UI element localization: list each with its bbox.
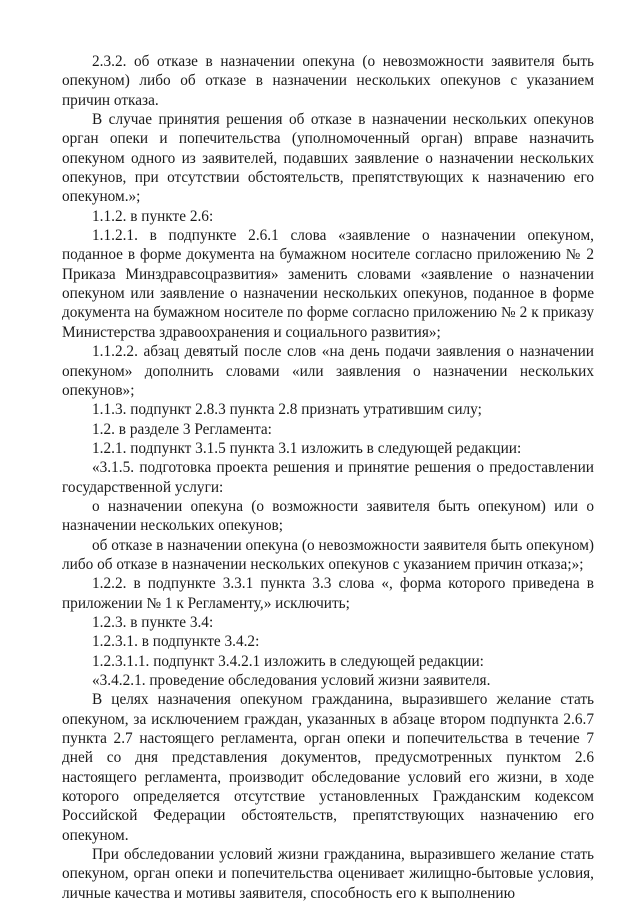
paragraph-refuse-guardian: об отказе в назначении опекуна (о невозможности заявителя быть опекуном) либо об отказе в назначении нескольких опекунов с указанием причин отказа;»;: [62, 536, 594, 573]
paragraph-1-2: 1.2. в разделе 3 Регламента:: [92, 420, 272, 438]
paragraph-2-3-2: 2.3.2. об отказе в назначении опекуна (о невозможности заявителя быть опекуном) либо об отказе в назначении нескольких опекунов с указанием причин отказа.: [62, 53, 594, 109]
paragraph-1-2-3: 1.2.3. в пункте 3.4:: [92, 613, 214, 631]
paragraph-3-4-2-1: «3.4.2.1. проведение обследования условий жизни заявителя.: [92, 672, 491, 689]
paragraph-inspection-purpose: В целях назначения опекуном гражданина, выразившего желание стать опекуном, за исключением граждан, указанных в абзаце втором подпункта 2.6.7 пункта 2.7 настоящего регламента, орган опеки и попечительства в течение 7 дней со дня представления документов, предусмотренных пунктом 2.6 настоящего регламента, производит обследование условий его жизни, в ходе которого определяется отсутствие установленных Гражданским кодексом Российской Федерации обстоятельств, препятствующих назначению его опекуном.: [62, 691, 594, 844]
paragraph-1-1-3: 1.1.3. подпункт 2.8.3 пункта 2.8 признать утратившим силу;: [92, 401, 482, 419]
paragraph-1-2-2: 1.2.2. в подпункте 3.3.1 пункта 3.3 слова «, форма которого приведена в приложении № 1 к Регламенту,» исключить;: [62, 575, 594, 612]
paragraph-1-1-2: 1.1.2. в пункте 2.6:: [92, 207, 214, 225]
paragraph-1-1-2-1: 1.1.2.1. в подпункте 2.6.1 слова «заявление о назначении опекуном, поданное в форме документа на бумажном носителе согласно приложению № 2 Приказа Минздравсоцразвития» заменить словами «заявление о назначении опекуном или заявление о назначении нескольких опекунов, поданное в форме документа на бумажном носителе по форме согласно приложению № 2 к приказу Министерства здравоохранения и социального развития»;: [62, 227, 594, 341]
paragraph-refusal-multiple: В случае принятия решения об отказе в назначении нескольких опекунов орган опеки и попечительства (уполномоченный орган) вправе назначить опекуном одного из заявителей, подавших заявление о назначении нескольких опекунов, при отсутствии обстоятельств, препятствующих к назначению его опекуном.»;: [62, 111, 594, 206]
paragraph-1-1-2-2: 1.1.2.2. абзац девятый после слов «на день подачи заявления о назначении опекуном» дополнить словами «или заявления о назначении нескольких опекунов»;: [62, 343, 594, 399]
document-page: [62, 52, 594, 903]
paragraph-1-2-3-1-1: 1.2.3.1.1. подпункт 3.4.2.1 изложить в следующей редакции:: [92, 652, 484, 670]
paragraph-appoint-guardian: о назначении опекуна (о возможности заявителя быть опекуном) или о назначении нескольких опекунов;: [62, 497, 594, 535]
paragraph-1-2-1: 1.2.1. подпункт 3.1.5 пункта 3.1 изложить в следующей редакции:: [92, 439, 522, 457]
paragraph-3-1-5: «3.1.5. подготовка проекта решения и принятие решения о предоставлении государственной услуги:: [62, 459, 594, 496]
paragraph-inspection-assessment: При обследовании условий жизни гражданина, выразившего желание стать опекуном, орган опеки и попечительства оценивает жилищно-бытовые условия, личные качества и мотивы заявителя, способность его к выполнению: [62, 846, 594, 902]
paragraph-1-2-3-1: 1.2.3.1. в подпункте 3.4.2:: [92, 633, 260, 651]
